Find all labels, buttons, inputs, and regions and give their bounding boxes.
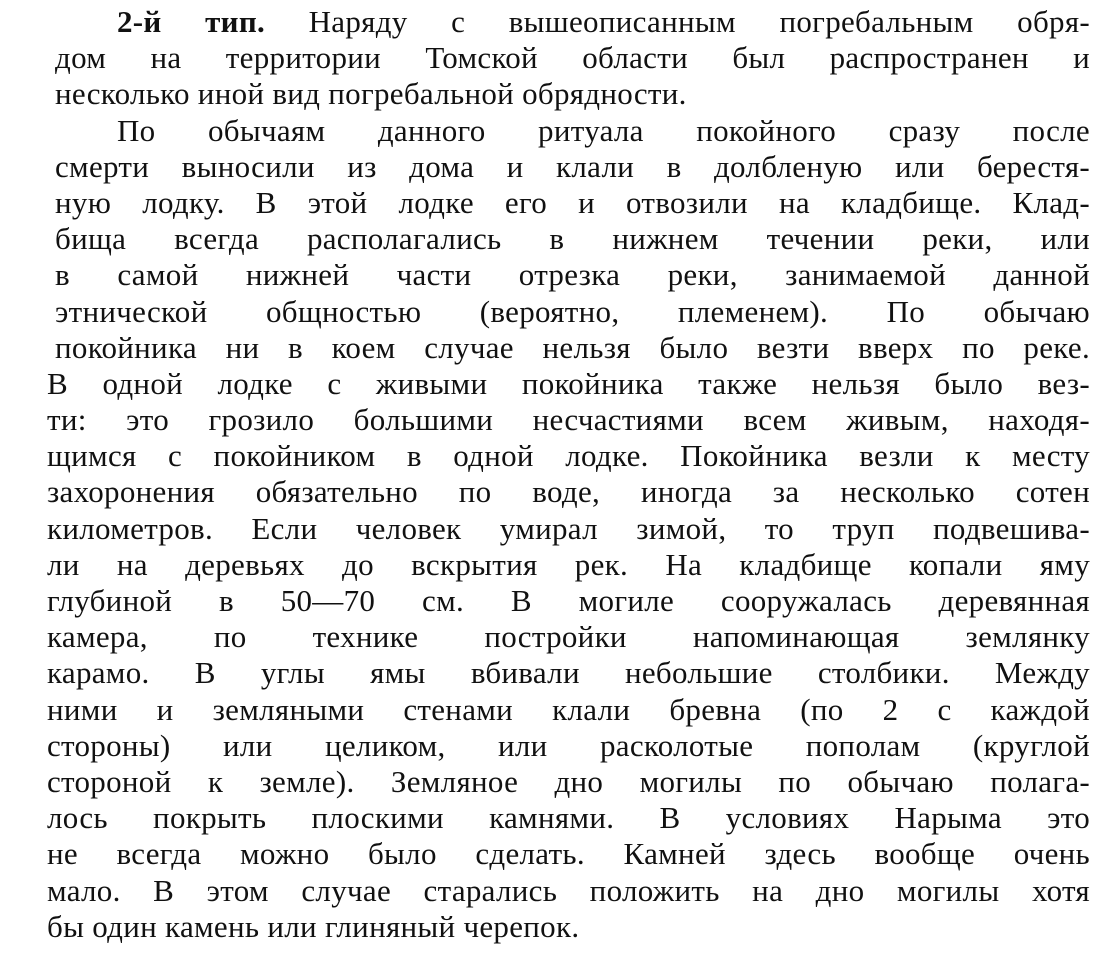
document-page xyxy=(47,4,1090,945)
text-line: несколько иной вид погребальной обрядности. xyxy=(55,76,687,112)
text-line: захоронения обязательно по воде, иногда за несколько сотен xyxy=(47,474,1090,510)
text-line: смерти выносили из дома и клали в долбленую или берестя- xyxy=(55,148,1090,184)
text-line: мало. В этом случае старались положить на дно могилы хотя xyxy=(47,872,1090,908)
text-line: камера, по технике постройки напоминающая землянку xyxy=(47,619,1090,655)
text-line xyxy=(55,4,1090,40)
text-line: бы один камень или глиняный черепок. xyxy=(47,908,580,944)
text-line: По обычаям данного ритуала покойного сразу после xyxy=(117,112,1090,148)
text-line: лось покрыть плоскими камнями. В условиях Нарыма это xyxy=(47,800,1090,836)
text-line: щимся с покойником в одной лодке. Покойника везли к месту xyxy=(47,438,1090,474)
text-line: стороны) или целиком, или расколотые пополам (круглой xyxy=(47,727,1090,763)
text-line: ними и земляными стенами клали бревна (по 2 с каждой xyxy=(47,691,1090,727)
text-line: карамо. В углы ямы вбивали небольшие столбики. Между xyxy=(47,655,1090,691)
text-line: километров. Если человек умирал зимой, то труп подвешива- xyxy=(47,510,1090,546)
text-line: бища всегда располагались в нижнем течении реки, или xyxy=(55,221,1090,257)
text-line: В одной лодке с живыми покойника также нельзя было вез- xyxy=(47,365,1090,401)
text-line: глубиной в 50—70 см. В могиле сооружалась деревянная xyxy=(47,583,1090,618)
text-line: ти: это грозило большими несчастиями всем живым, находя- xyxy=(47,402,1090,438)
text-line: стороной к земле). Земляное дно могилы по обычаю полага- xyxy=(47,763,1090,799)
text-line: в самой нижней части отрезка реки, занимаемой данной xyxy=(55,257,1090,293)
text-line: не всегда можно было сделать. Камней здесь вообще очень xyxy=(47,836,1090,872)
text-line: дом на территории Томской области был распространен и xyxy=(55,40,1090,76)
text-span: Наряду с вышеописанным погребальным обря- xyxy=(308,4,1090,39)
section-heading: 2-й тип. xyxy=(117,4,266,39)
text-line: ную лодку. В этой лодке его и отвозили на кладбище. Клад- xyxy=(55,184,1090,220)
text-line: покойника ни в коем случае нельзя было везти вверх по реке. xyxy=(55,329,1090,365)
text-line: этнической общностью (вероятно, племенем). По обычаю xyxy=(55,293,1090,329)
text-line: ли на деревьях до вскрытия рек. На кладбище копали яму xyxy=(47,546,1090,582)
